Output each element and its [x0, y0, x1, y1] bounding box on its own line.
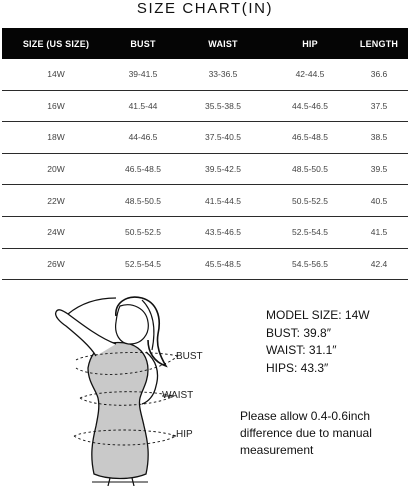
cell-hip: 46.5-48.5	[292, 132, 328, 143]
cell-size: 14W	[47, 69, 65, 80]
cell-bust: 39-41.5	[128, 69, 158, 80]
table-row	[2, 249, 408, 281]
cell-hip: 44.5-46.5	[292, 100, 328, 111]
table-row	[2, 59, 408, 91]
cell-length: 36.6	[370, 69, 388, 80]
dress-shape	[88, 343, 148, 479]
cell-bust: 48.5-50.5	[125, 195, 161, 206]
head-shape	[116, 305, 149, 344]
header-size: SIZE (US SIZE)	[22, 38, 90, 49]
cell-length: 41.5	[370, 227, 388, 238]
model-waist: WAIST: 31.1″	[266, 343, 337, 358]
cell-waist: 43.5-46.5	[205, 227, 241, 238]
bust-label: BUST	[176, 351, 203, 362]
header-waist: WAIST	[208, 38, 238, 49]
body-measurement-illustration	[30, 286, 230, 486]
cell-bust: 52.5-54.5	[125, 258, 161, 269]
cell-waist: 41.5-44.5	[205, 195, 241, 206]
table-row	[2, 154, 408, 186]
model-specs	[266, 307, 370, 377]
cell-bust: 50.5-52.5	[125, 227, 161, 238]
cell-size: 22W	[47, 195, 65, 206]
cell-length: 38.5	[370, 132, 388, 143]
cell-size: 20W	[47, 164, 65, 175]
cell-hip: 48.5-50.5	[292, 164, 328, 175]
cell-bust: 41.5-44	[128, 100, 158, 111]
cell-size: 26W	[47, 258, 65, 269]
cell-waist: 33-36.5	[208, 69, 238, 80]
header-hip: HIP	[302, 38, 318, 49]
hip-label: HIP	[176, 429, 193, 440]
model-size: MODEL SIZE: 14W	[266, 308, 370, 322]
cell-waist: 45.5-48.5	[205, 258, 241, 269]
page-title: SIZE CHART(IN)	[136, 0, 274, 17]
cell-length: 37.5	[370, 100, 388, 111]
cell-hip: 50.5-52.5	[292, 195, 328, 206]
cell-waist: 39.5-42.5	[205, 164, 241, 175]
cell-bust: 46.5-48.5	[125, 164, 161, 175]
cell-size: 24W	[47, 227, 65, 238]
header-length: LENGTH	[359, 38, 399, 49]
table-row	[2, 91, 408, 123]
table-row	[2, 185, 408, 217]
model-bust: BUST: 39.8″	[266, 325, 331, 340]
table-header	[2, 28, 408, 59]
cell-hip: 42-44.5	[295, 69, 325, 80]
cell-length: 40.5	[370, 195, 388, 206]
cell-hip: 54.5-56.5	[292, 258, 328, 269]
cell-bust: 44-46.5	[128, 132, 158, 143]
waist-label: WAIST	[162, 390, 194, 401]
cell-hip: 52.5-54.5	[292, 227, 328, 238]
arm-raised	[56, 310, 116, 356]
table-row	[2, 217, 408, 249]
measurement-note: Please allow 0.4-0.6inch difference due to manual measurement	[240, 409, 372, 458]
cell-waist: 37.5-40.5	[205, 132, 241, 143]
female-figure-icon	[30, 286, 230, 486]
cell-length: 39.5	[370, 164, 388, 175]
cell-waist: 35.5-38.5	[205, 100, 241, 111]
header-bust: BUST	[130, 38, 156, 49]
cell-size: 18W	[47, 132, 65, 143]
size-chart-table	[2, 28, 408, 280]
model-hips: HIPS: 43.3″	[266, 360, 329, 375]
table-row	[2, 122, 408, 154]
cell-size: 16W	[47, 100, 65, 111]
cell-length: 42.4	[370, 258, 388, 269]
